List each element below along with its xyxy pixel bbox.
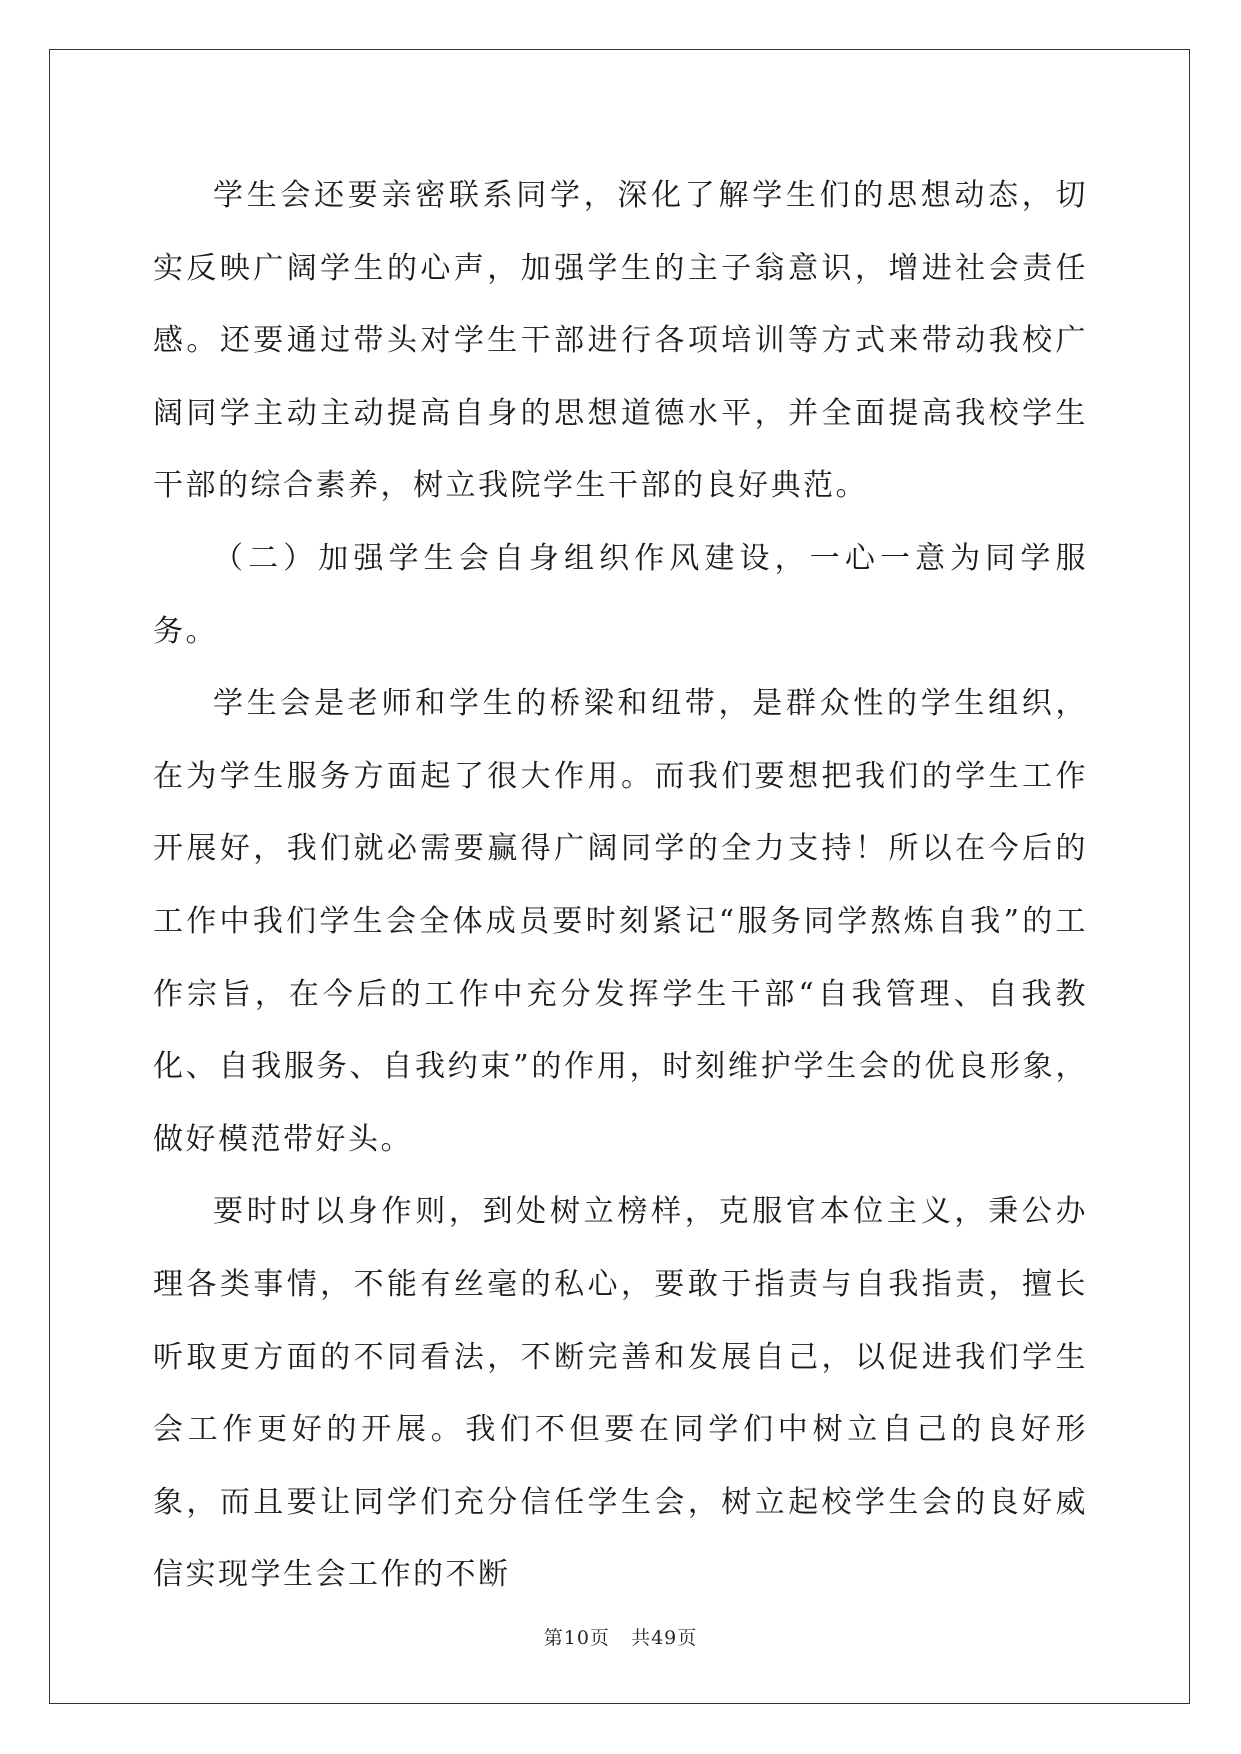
paragraph-1: 学生会还要亲密联系同学，深化了解学生们的思想动态，切实反映广阔学生的心声，加强学生的主子翁意识，增进社会责任感。还要通过带头对学生干部进行各项培训等方式来带动我校广阔同学主动主动提高自身的思想道德水平，并全面提高我校学生干部的综合素养，树立我院学生干部的良好典范。 <box>153 178 1088 504</box>
total-label-suffix: 页 <box>677 1627 698 1649</box>
total-pages: 49 <box>651 1627 678 1649</box>
section-heading: （二）加强学生会自身组织作风建设，一心一意为同学服务。 <box>153 540 1088 649</box>
paragraph-2: 学生会是老师和学生的桥梁和纽带，是群众性的学生组织，在为学生服务方面起了很大作用。而我们要想把我们的学生工作开展好，我们就必需要赢得广阔同学的全力支持！所以在今后的工作中我们学生会全体成员要时刻紧记“服务同学熬炼自我”的工作宗旨，在今后的工作中充分发挥学生干部“自我管理、自我教化、自我服务、自我约束”的作用，时刻维护学生会的优良形象，做好模范带好头。 <box>153 686 1088 1157</box>
document-body <box>153 160 1088 1612</box>
page-footer <box>0 1623 1241 1650</box>
page-number: 10 <box>563 1627 590 1649</box>
page-label-prefix: 第 <box>543 1627 564 1649</box>
total-label-prefix: 共 <box>631 1627 652 1649</box>
paragraph-3: 要时时以身作则，到处树立榜样，克服官本位主义，秉公办理各类事情，不能有丝毫的私心，要敢于指责与自我指责，擅长听取更方面的不同看法，不断完善和发展自己，以促进我们学生会工作更好的开展。我们不但要在同学们中树立自己的良好形象，而且要让同学们充分信任学生会，树立起校学生会的良好威信实现学生会工作的不断 <box>153 1194 1088 1593</box>
page-label-suffix: 页 <box>589 1627 610 1649</box>
